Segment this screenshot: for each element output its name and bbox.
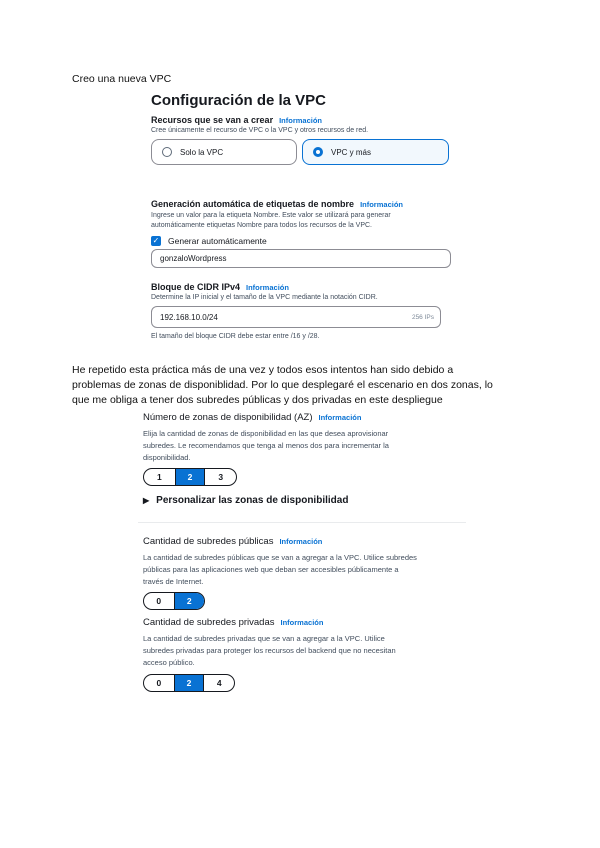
az-option-1[interactable]: 1	[144, 469, 176, 485]
cidr-label: Bloque de CIDR IPv4 Información	[151, 282, 289, 292]
option-vpc-and-more[interactable]: VPC y más	[302, 139, 449, 165]
name-tag-input[interactable]: gonzaloWordpress	[151, 249, 451, 268]
intro-text: Creo una nueva VPC	[72, 73, 172, 85]
radio-selected-icon	[313, 147, 323, 157]
private-subnets-desc-2: subredes privadas para proteger los recursos del backend que no necesitan	[143, 646, 396, 655]
az-info-link[interactable]: Información	[318, 413, 362, 422]
paragraph-line-1: He repetido esta práctica más de una vez y todos esos intentos han sido debido a	[72, 364, 454, 376]
customize-az-expander[interactable]: ▶ Personalizar las zonas de disponibilidad	[143, 495, 349, 506]
paragraph-line-2: problemas de zonas de disponiblidad. Por lo que desplegaré el escenario en dos zonas, lo	[72, 379, 493, 391]
paragraph-line-3: que me obliga a tener dos subredes públicas y dos privadas en este despliegue	[72, 394, 443, 406]
az-count-selector[interactable]	[143, 468, 237, 486]
az-desc-2: subredes. Le recomendamos que tenga al menos dos para incrementar la	[143, 441, 389, 450]
az-desc-3: disponibilidad.	[143, 453, 191, 462]
public-subnets-desc-1: La cantidad de subredes públicas que se van a agregar a la VPC. Utilice subredes	[143, 553, 417, 562]
radio-icon	[162, 147, 172, 157]
public-subnets-selector[interactable]	[143, 592, 205, 610]
tag-gen-desc-2: automáticamente etiquetas Nombre para todos los recursos de la VPC.	[151, 222, 373, 229]
az-option-2[interactable]: 2	[176, 469, 206, 485]
caret-right-icon: ▶	[143, 496, 150, 505]
public-subnets-info-link[interactable]: Información	[279, 537, 323, 546]
private-subnets-option-0[interactable]: 0	[144, 675, 175, 691]
az-option-3[interactable]: 3	[218, 472, 224, 482]
section-divider	[138, 522, 466, 523]
az-label: Número de zonas de disponibilidad (AZ) Información	[143, 412, 362, 423]
cidr-input[interactable]: 192.168.10.0/24 256 IPs	[151, 306, 441, 328]
public-subnets-desc-3: través de Internet.	[143, 577, 204, 586]
public-subnets-option-0[interactable]: 0	[144, 593, 175, 609]
cidr-ips-count: 256 IPs	[411, 313, 434, 321]
resources-info-link[interactable]: Información	[279, 116, 322, 125]
cidr-hint: El tamaño del bloque CIDR debe estar entre /16 y /28.	[151, 333, 320, 340]
public-subnets-desc-2: públicas para las aplicaciones web que deban ser accesibles públicamente a	[143, 565, 399, 574]
resources-label: Recursos que se van a crear Información	[151, 115, 322, 125]
private-subnets-label: Cantidad de subredes privadas Información	[143, 617, 324, 628]
cidr-info-link[interactable]: Información	[246, 283, 289, 292]
cidr-desc: Determine la IP inicial y el tamaño de la VPC mediante la notación CIDR.	[151, 294, 378, 301]
private-subnets-desc-3: acceso público.	[143, 658, 195, 667]
resources-desc: Cree únicamente el recurso de VPC o la VPC y otros recursos de red.	[151, 127, 369, 134]
private-subnets-option-2[interactable]: 2	[175, 675, 205, 691]
auto-generate-checkbox[interactable]: ✓ Generar automáticamente	[152, 236, 267, 246]
private-subnets-info-link[interactable]: Información	[280, 618, 324, 627]
checkmark-icon: ✓	[152, 236, 160, 245]
tag-gen-info-link[interactable]: Información	[360, 200, 403, 209]
tag-gen-label: Generación automática de etiquetas de nombre Información	[151, 199, 403, 209]
public-subnets-label: Cantidad de subredes públicas Información	[143, 536, 323, 547]
option-vpc-only[interactable]: Solo la VPC	[151, 139, 297, 165]
public-subnets-option-2[interactable]: 2	[175, 593, 205, 609]
az-desc-1: Elija la cantidad de zonas de disponibilidad en las que desea aprovisionar	[143, 429, 389, 438]
tag-gen-desc-1: Ingrese un valor para la etiqueta Nombre. Este valor se utilizará para generar	[151, 212, 391, 219]
private-subnets-option-4[interactable]: 4	[216, 678, 222, 688]
private-subnets-selector[interactable]	[143, 674, 235, 692]
vpc-config-title: Configuración de la VPC	[151, 92, 327, 109]
private-subnets-desc-1: La cantidad de subredes privadas que se van a agregar a la VPC. Utilice	[143, 634, 385, 643]
